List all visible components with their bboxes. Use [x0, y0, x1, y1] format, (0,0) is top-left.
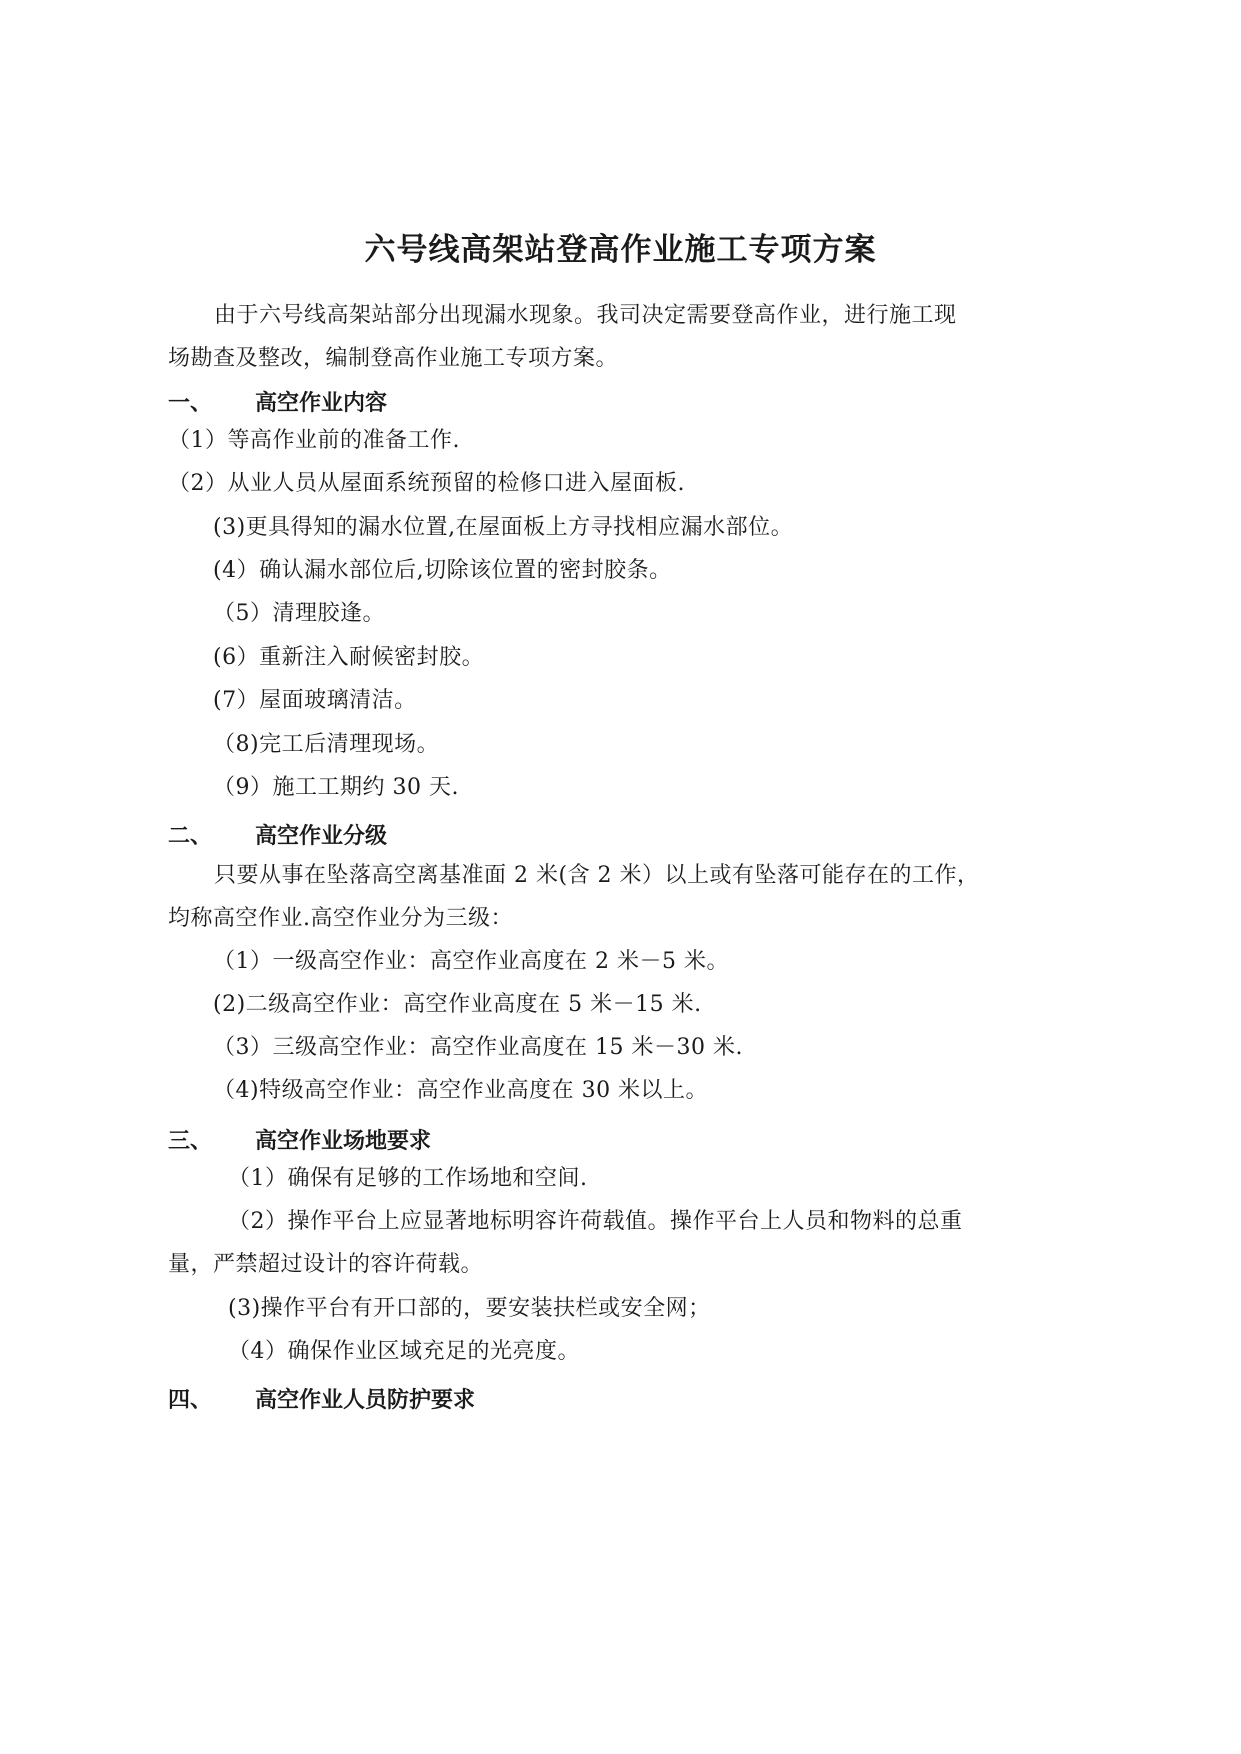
section-title: 高空作业人员防护要求: [255, 1388, 476, 1413]
list-item: 量，严禁超过设计的容许荷载。: [168, 1252, 484, 1277]
intro-line: 由于六号线高架站部分出现漏水现象。我司决定需要登高作业，进行施工现: [214, 303, 957, 328]
list-item: (3)操作平台有开口部的，要安装扶栏或安全网；: [228, 1296, 711, 1321]
list-item: （8)完工后清理现场。: [213, 732, 440, 757]
document-title: 六号线高架站登高作业施工专项方案: [364, 232, 877, 268]
section-number: 一、: [168, 391, 213, 416]
list-item: （2）操作平台上应显著地标明容许荷载值。操作平台上人员和物料的总重: [228, 1209, 963, 1234]
list-item: (2)二级高空作业：高空作业高度在 5 米－15 米.: [213, 992, 702, 1017]
list-item: (7）屋面玻璃清洁。: [213, 688, 417, 713]
list-item: (4）确认漏水部位后,切除该位置的密封胶条。: [213, 558, 672, 583]
list-item: （1）一级高空作业：高空作业高度在 2 米－5 米。: [213, 949, 729, 974]
section-title: 高空作业内容: [255, 391, 388, 416]
list-item: （4)特级高空作业：高空作业高度在 30 米以上。: [213, 1078, 709, 1103]
section-heading: [168, 1387, 475, 1415]
list-item: （5）清理胶逢。: [213, 601, 385, 626]
paragraph-line: 均称高空作业.高空作业分为三级：: [168, 906, 513, 931]
section-number: 四、: [168, 1388, 213, 1413]
list-item: (3)更具得知的漏水位置,在屋面板上方寻找相应漏水部位。: [213, 515, 794, 540]
paragraph-line: 只要从事在坠落高空离基准面 2 米(含 2 米）以上或有坠落可能存在的工作，: [214, 863, 980, 888]
section-heading: [168, 390, 387, 418]
section-number: 三、: [168, 1129, 213, 1154]
list-item: (6）重新注入耐候密封胶。: [213, 645, 485, 670]
section-number: 二、: [168, 824, 213, 849]
section-heading: [168, 823, 387, 851]
section-title: 高空作业场地要求: [255, 1129, 432, 1154]
intro-line: 场勘查及整改，编制登高作业施工专项方案。: [168, 346, 619, 371]
section-title: 高空作业分级: [255, 824, 388, 849]
list-item: （4）确保作业区域充足的光亮度。: [228, 1339, 580, 1364]
list-item: （2）从业人员从屋面系统预留的检修口进入屋面板.: [168, 471, 685, 496]
list-item: （3）三级高空作业：高空作业高度在 15 米－30 米.: [213, 1035, 743, 1060]
section-heading: [168, 1128, 431, 1156]
list-item: （1）等高作业前的准备工作.: [168, 428, 460, 453]
list-item: （1）确保有足够的工作场地和空间.: [228, 1166, 588, 1191]
list-item: （9）施工工期约 30 天.: [213, 775, 459, 800]
